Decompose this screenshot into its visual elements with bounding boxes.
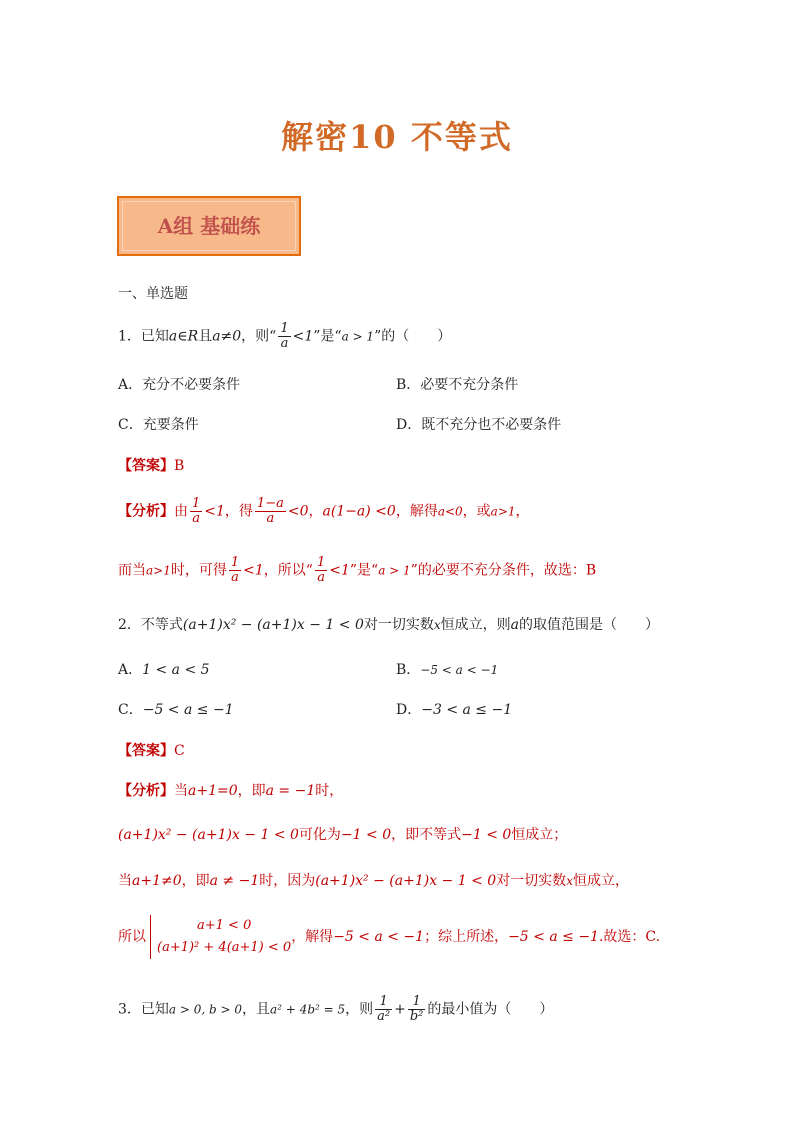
inequality-system: a+1 < 0 (a+1)² + 4(a+1) < 0 <box>150 915 291 959</box>
q1-option-d: D．既不充分也不必要条件 <box>396 417 562 433</box>
q2-analysis-line-4: 所以 a+1 < 0 (a+1)² + 4(a+1) < 0 ，解得−5 < a < −1；综上所述，−5 < a ≤ −1.故选：C. <box>118 915 660 959</box>
q1-option-a: A．充分不必要条件 <box>118 377 241 393</box>
question-3: 3．已知a > 0, b > 0，且a² + 4b² = 5，则 $\frac{1}{\text{a²}}$ + $\frac{1}{\text{b²}}$ 的最小值为（ ） <box>118 994 554 1024</box>
q1-analysis-line-1: 【分析】由 $\frac{1}{a}$ <1，得 $\frac{1-a}{a}$ <0，a(1−a) <0，解得a<0，或a>1， <box>118 496 530 526</box>
q2-option-d: D．−3 < a ≤ −1 <box>396 702 513 718</box>
group-a-label: A组 基础练 <box>157 214 261 238</box>
q1-option-b: B．必要不充分条件 <box>396 377 519 393</box>
q1-analysis-line-2: 而当a>1时，可得 $\frac{1}{a}$ <1，所以“ $\frac{1}{a}$ <1”是“a > 1”的必要不充分条件，故选：B <box>118 555 597 585</box>
q2-analysis-line-3: 当a+1≠0，即a ≠ −1时，因为(a+1)x² − (a+1)x − 1 < 0对一切实数x恒成立， <box>118 873 629 889</box>
q1-option-c: C．充要条件 <box>118 417 199 433</box>
section-header: 一、单选题 <box>118 286 188 302</box>
q2-option-c: C．−5 < a ≤ −1 <box>118 702 234 718</box>
q2-option-a: A．1 < a < 5 <box>118 662 210 678</box>
question-2: 2．不等式(a+1)x² − (a+1)x − 1 < 0对一切实数x恒成立，则a的取值范围是（ ） <box>118 617 659 633</box>
group-a-box <box>117 196 301 256</box>
q2-analysis-line-1: 【分析】当a+1=0，即a = −1时， <box>118 783 344 799</box>
q2-answer: 【答案】C <box>118 743 185 759</box>
q2-option-b: B．−5 < a < −1 <box>396 662 499 678</box>
q2-analysis-line-2: (a+1)x² − (a+1)x − 1 < 0可化为−1 < 0，即不等式−1 < 0恒成立； <box>118 827 568 843</box>
page-title: 解密10 不等式 <box>281 118 513 156</box>
q1-answer: 【答案】B <box>118 458 185 474</box>
fraction: $\frac{1}{a}$ <box>280 321 289 351</box>
question-1: 1．已知a∈R且a≠0，则“ $\frac{1}{a}$ <1”是“a > 1”的（ ） <box>118 321 452 351</box>
